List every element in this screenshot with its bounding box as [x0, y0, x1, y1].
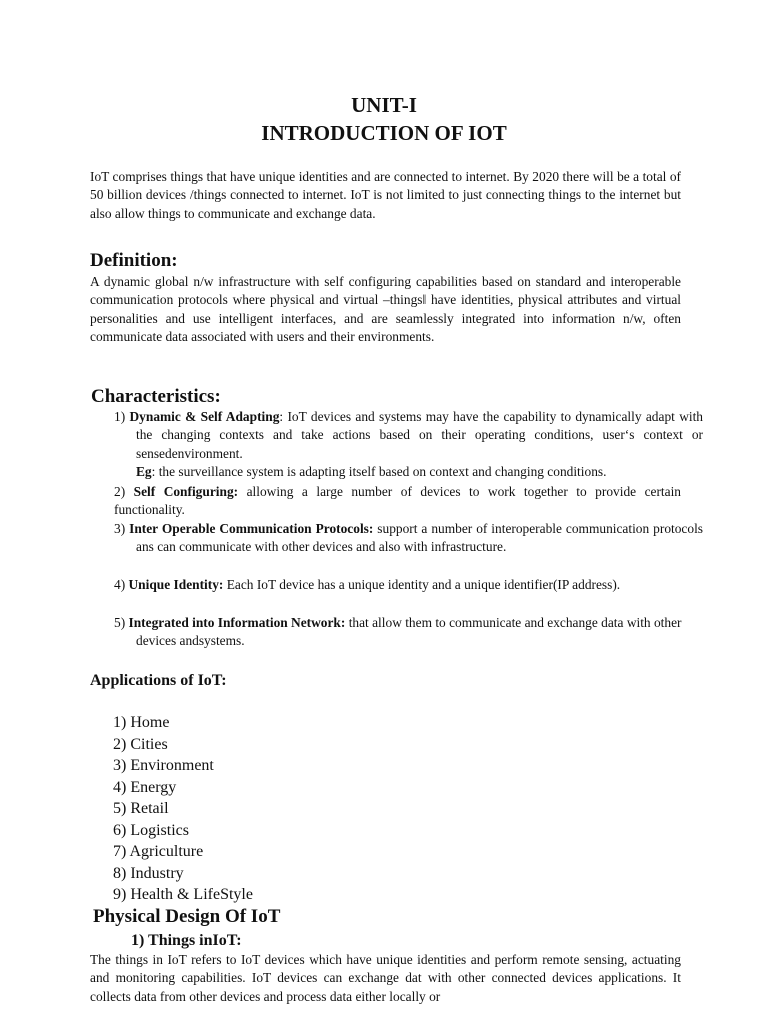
physical-design-heading: Physical Design Of IoT: [93, 906, 281, 927]
list-item: 8) Industry: [113, 864, 184, 882]
list-item: 5) Retail: [113, 800, 169, 817]
characteristic-item-1: [114, 408, 703, 463]
list-item: 6) Logistics: [113, 821, 189, 839]
intro-paragraph: IoT comprises things that have unique identities and are connected to internet. By 2020 there will be a total of 50 billion devices /things connected to internet. IoT is not limited to just connecting things to the internet but also allow things to communicate and exchange data.: [90, 169, 681, 221]
item-text: support a number of interoperable communication protocols ans can communicate with other devices and also with infrastructure.: [136, 521, 703, 555]
list-item: 4) Energy: [113, 778, 177, 796]
characteristic-item-4: [114, 576, 703, 594]
things-subheading: 1) Things inIoT:: [131, 932, 242, 949]
item-text: allowing a large number of devices to work together to provide certain functionality.: [114, 484, 681, 518]
item-number: 2): [114, 484, 126, 499]
list-item: 1) Home: [113, 714, 170, 731]
item-label: Dynamic & Self Adapting: [129, 409, 280, 424]
item-label: Integrated into Information Network:: [128, 615, 346, 630]
list-item: 7) Agriculture: [113, 843, 204, 860]
things-paragraph: The things in IoT refers to IoT devices which have unique identities and perform remote sensing, actuating and monitoring capabilities. IoT devices can exchange dat with other connected devices applications. It collects data from other devices and process data either locally or: [90, 952, 681, 1004]
characteristic-item-3: [114, 520, 703, 557]
characteristics-heading: Characteristics:: [91, 386, 221, 407]
example-label: Eg: [136, 464, 152, 479]
item-text: that allow them to communicate and exchange data with other devices andsystems.: [136, 615, 682, 649]
list-item: 3) Environment: [113, 757, 214, 774]
list-item: 2) Cities: [113, 735, 168, 753]
item-number: 5): [114, 615, 126, 630]
item-label: Inter Operable Communication Protocols:: [129, 521, 374, 536]
definition-paragraph: A dynamic global n/w infrastructure with self configuring capabilities based on standard and interoperable communication protocols where physical and virtual –things‖ have identities, physical attributes and virtual personalities and use intelligent interfaces, and are seamlessly integrated into information n/w, often communicate data associated with users and their environments.: [90, 274, 681, 345]
characteristic-item-5: [114, 614, 703, 651]
item-label: Unique Identity:: [128, 577, 224, 592]
item-text: : IoT devices and systems may have the capability to dynamically adapt with the changing contexts and take actions based on their operating conditions, user‘s context or sensedenvironment.: [136, 409, 704, 461]
item-text: Each IoT device has a unique identity and a unique identifier(IP address).: [223, 577, 621, 592]
item-number: 3): [114, 521, 126, 536]
characteristic-example: [136, 463, 681, 481]
applications-list: [113, 712, 253, 906]
item-number: 1): [114, 409, 126, 424]
characteristic-item-2: [114, 483, 681, 520]
definition-heading: Definition:: [90, 250, 178, 271]
unit-label: UNIT-I: [351, 93, 417, 117]
applications-heading: Applications of IoT:: [90, 672, 227, 689]
item-number: 4): [114, 577, 126, 592]
item-label: Self Configuring:: [133, 484, 239, 499]
list-item: 9) Health & LifeStyle: [113, 886, 253, 903]
document-title: INTRODUCTION OF IOT: [261, 121, 507, 145]
example-text: : the surveillance system is adapting itself based on context and changing conditions.: [151, 464, 607, 479]
